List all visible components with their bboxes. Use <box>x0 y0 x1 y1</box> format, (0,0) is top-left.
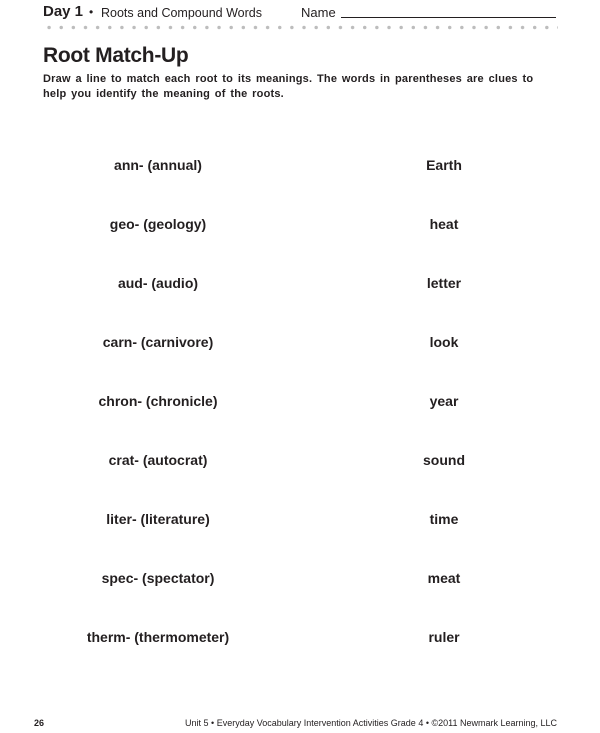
meaning-item[interactable]: letter <box>426 275 462 291</box>
meaning-item[interactable]: time <box>429 511 459 527</box>
header-bullet: • <box>89 5 94 19</box>
instructions: Draw a line to match each root to its meanings. The words in parentheses are clues to help you identify the meaning of the roots. <box>43 73 534 100</box>
meaning-item[interactable]: ruler <box>428 629 460 645</box>
root-item[interactable]: spec- (spectator) <box>101 570 215 586</box>
day-label: Day 1 <box>43 3 84 20</box>
root-item[interactable]: chron- (chronicle) <box>98 393 218 409</box>
name-field[interactable] <box>341 17 556 18</box>
root-item[interactable]: geo- (geology) <box>109 216 207 232</box>
page-number: 26 <box>34 718 45 728</box>
root-item[interactable]: ann- (annual) <box>114 157 202 173</box>
page-header <box>43 2 558 24</box>
meaning-item[interactable]: sound <box>423 452 465 468</box>
meaning-item[interactable]: year <box>429 393 459 409</box>
meaning-item[interactable]: heat <box>429 216 459 232</box>
root-item[interactable]: aud- (audio) <box>117 275 199 291</box>
dotted-divider <box>43 25 558 30</box>
root-item[interactable]: therm- (thermometer) <box>86 629 230 645</box>
name-label: Name <box>301 5 336 20</box>
meaning-item[interactable]: meat <box>427 570 461 586</box>
meaning-item[interactable]: Earth <box>426 157 462 173</box>
section-title: Roots and Compound Words <box>101 6 262 20</box>
root-item[interactable]: liter- (literature) <box>106 511 210 527</box>
root-item[interactable]: carn- (carnivore) <box>102 334 214 350</box>
root-item[interactable]: crat- (autocrat) <box>108 452 208 468</box>
meaning-item[interactable]: look <box>429 334 459 350</box>
page-title: Root Match-Up <box>43 44 189 67</box>
footer-credit: Unit 5 • Everyday Vocabulary Intervention Activities Grade 4 • ©2011 Newmark Learning, LLC <box>185 718 557 728</box>
